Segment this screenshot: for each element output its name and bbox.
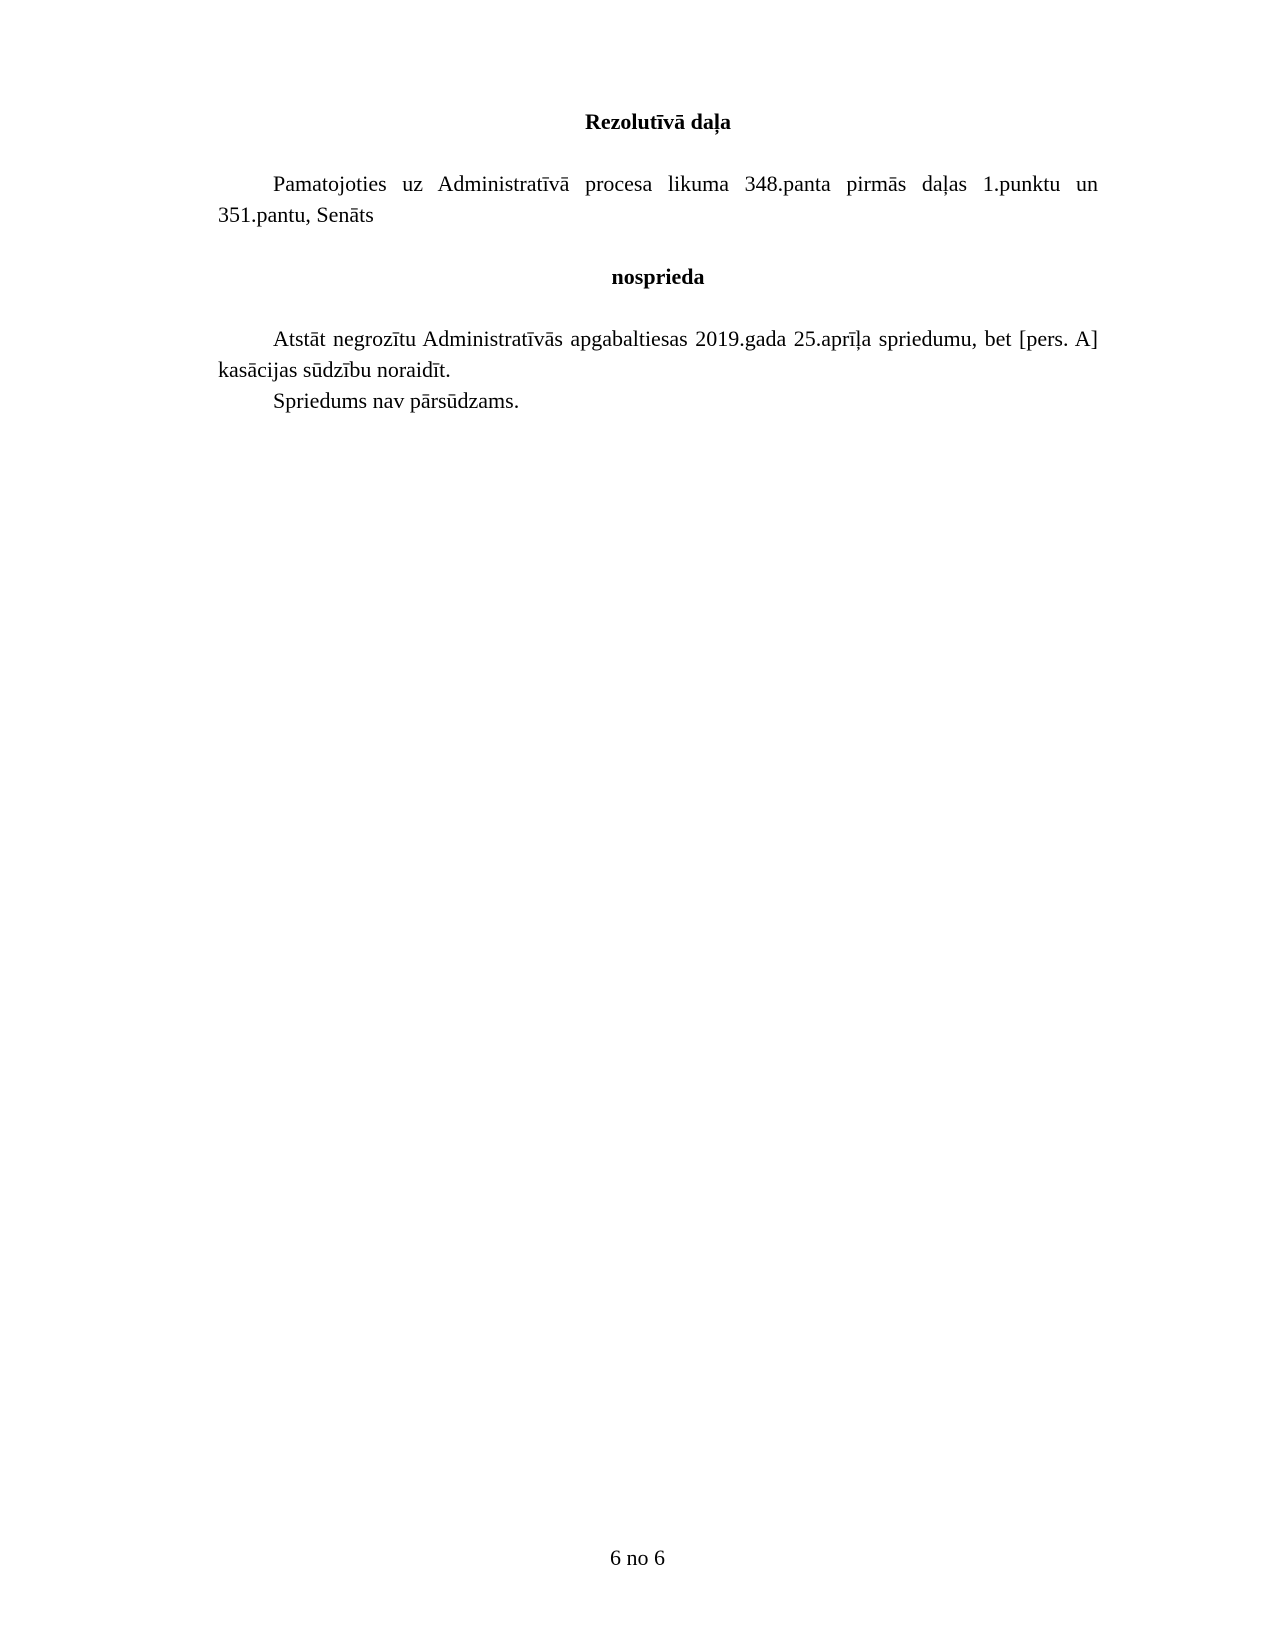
section-heading-decision: nosprieda <box>611 264 705 289</box>
page-number: 6 no 6 <box>610 1545 665 1570</box>
document-body <box>218 106 1098 416</box>
paragraph-decision: Atstāt negrozītu Administratīvās apgabaltiesas 2019.gada 25.aprīļa spriedumu, bet [pers. A] kasācijas sūdzību noraidīt. <box>218 326 1098 382</box>
section-heading-resolutive: Rezolutīvā daļa <box>584 109 732 134</box>
paragraph-legal-basis: Pamatojoties uz Administratīvā procesa likuma 348.panta pirmās daļas 1.punktu un 351.pantu, Senāts <box>218 171 1098 227</box>
paragraph-not-appealable: Spriedums nav pārsūdzams. <box>273 388 520 413</box>
